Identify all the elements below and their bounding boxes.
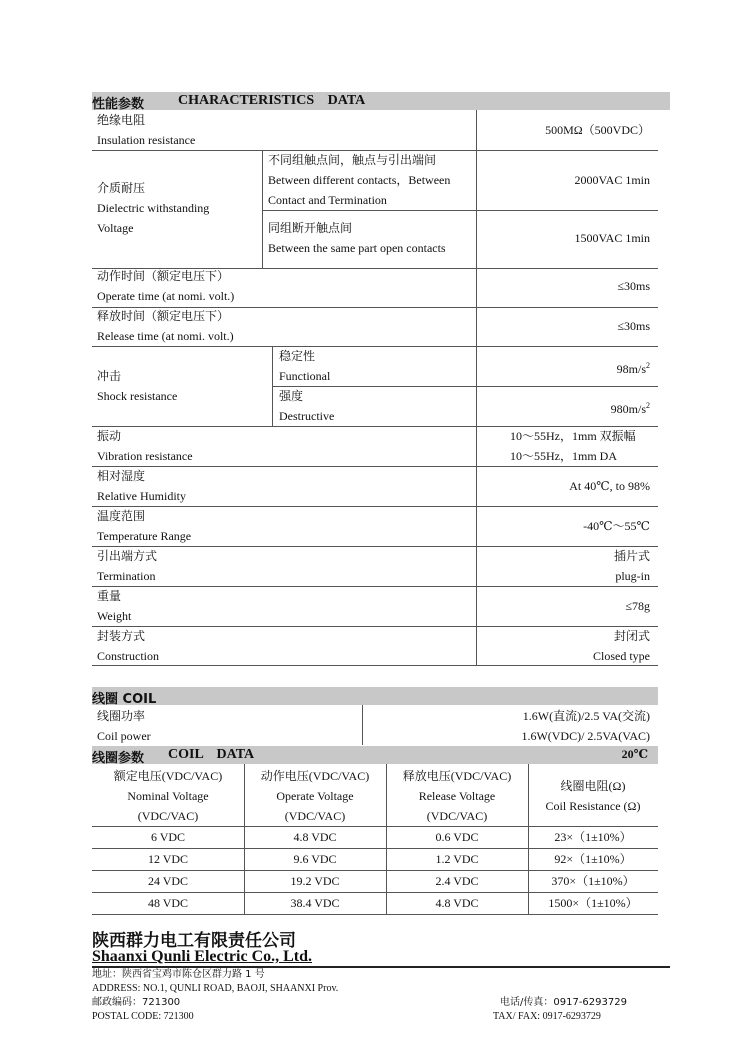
col-header-nominal-unit: (VDC/VAC): [137, 809, 199, 823]
col-header-operate-en: Operate Voltage: [276, 789, 354, 803]
insulation-value: 500MΩ（500VDC）: [545, 123, 650, 137]
shock-label-cn: 冲击: [97, 369, 122, 383]
coil-data-temp: 20℃: [621, 747, 648, 761]
weight-value: ≤78g: [625, 599, 650, 613]
coil-data-heading-cn: 线圈参数: [92, 751, 145, 766]
col-header-operate-unit: (VDC/VAC): [284, 809, 346, 823]
col-header-nominal-cn: 额定电压(VDC/VAC): [113, 769, 223, 783]
table-cell: 6 VDC: [150, 830, 186, 844]
table-cell: 48 VDC: [147, 896, 189, 910]
termination-label-en: Termination: [97, 569, 156, 583]
shock-destructive-en: Destructive: [279, 409, 335, 423]
release-label-cn: 释放时间（额定电压下）: [97, 309, 230, 323]
postal-code-en: POSTAL CODE: 721300: [92, 1011, 194, 1022]
vibration-label-cn: 振动: [97, 429, 122, 443]
dielectric-label-en1: Dielectric withstanding: [97, 201, 210, 215]
table-cell: 12 VDC: [147, 852, 189, 866]
shock-functional-cn: 稳定性: [279, 349, 316, 363]
temperature-label-en: Temperature Range: [97, 529, 192, 543]
release-label-en: Release time (at nomi. volt.): [97, 329, 234, 343]
shock-label-en: Shock resistance: [97, 389, 178, 403]
table-cell: 0.6 VDC: [435, 830, 479, 844]
table-cell: 19.2 VDC: [290, 874, 340, 888]
postal-code-cn: 邮政编码：721300: [92, 997, 181, 1008]
construction-value-cn: 封闭式: [613, 629, 650, 643]
table-cell: 1500×（1±10%）: [548, 896, 638, 910]
dielectric-diff-en1: Between different contacts，Between: [268, 173, 451, 187]
table-cell: 1.2 VDC: [435, 852, 479, 866]
dielectric-diff-en2: Contact and Termination: [268, 193, 387, 207]
col-header-release-en: Release Voltage: [418, 789, 496, 803]
phone-fax-cn: 电话/传真：0917-6293729: [500, 997, 627, 1008]
coil-header: [92, 687, 658, 705]
table-cell: 38.4 VDC: [290, 896, 340, 910]
construction-value-en: Closed type: [593, 649, 650, 663]
company-name-en: Shaanxi Qunli Electric Co., Ltd.: [92, 948, 313, 965]
coil-power-label-en: Coil power: [97, 729, 151, 743]
humidity-value: At 40℃, to 98%: [569, 479, 650, 493]
coil-power-value-cn: 1.6W(直流)/2.5 VA(交流): [522, 709, 650, 723]
table-cell: 23×（1±10%）: [554, 830, 632, 844]
coil-data-header: [92, 746, 658, 764]
dielectric-diff-cn: 不同组触点间，触点与引出端间: [268, 153, 437, 167]
col-header-resistance-cn: 线圈电阻(Ω): [560, 779, 626, 793]
shock-functional-en: Functional: [279, 369, 331, 383]
characteristics-header: [92, 92, 670, 110]
col-header-resistance-en: Coil Resistance (Ω): [545, 799, 641, 813]
operate-label-cn: 动作时间（额定电压下）: [97, 269, 230, 283]
table-cell: 2.4 VDC: [435, 874, 479, 888]
col-header-operate-cn: 动作电压(VDC/VAC): [260, 769, 370, 783]
dielectric-same-value: 1500VAC 1min: [574, 231, 650, 245]
table-cell: 24 VDC: [147, 874, 189, 888]
dielectric-label-cn: 介质耐压: [97, 181, 146, 195]
col-header-release-unit: (VDC/VAC): [426, 809, 488, 823]
characteristics-heading-en: CHARACTERISTICS DATA: [178, 93, 366, 108]
col-header-nominal-en: Nominal Voltage: [127, 789, 209, 803]
construction-label-en: Construction: [97, 649, 159, 663]
coil-heading: 线圈 COIL: [92, 692, 157, 707]
coil-data-heading-en: COIL DATA: [168, 747, 255, 762]
address-en: ADDRESS: NO.1, QUNLI ROAD, BAOJI, SHAANXI Prov.: [92, 983, 339, 994]
release-value: ≤30ms: [617, 319, 650, 333]
insulation-label-en: Insulation resistance: [97, 133, 196, 147]
humidity-label-cn: 相对湿度: [97, 469, 146, 483]
company-name-cn: 陕西群力电工有限责任公司: [92, 931, 296, 951]
vibration-value-cn: 10～55Hz，1mm 双振幅: [510, 429, 636, 443]
coil-power-label-cn: 线圈功率: [97, 709, 146, 723]
weight-label-en: Weight: [97, 609, 132, 623]
characteristics-heading-cn: 性能参数: [92, 97, 145, 112]
humidity-label-en: Relative Humidity: [97, 489, 186, 503]
temperature-value: -40℃～55℃: [583, 519, 650, 533]
table-cell: 92×（1±10%）: [554, 852, 632, 866]
insulation-label-cn: 绝缘电阻: [97, 113, 146, 127]
termination-value-cn: 插片式: [613, 549, 650, 563]
dielectric-same-en: Between the same part open contacts: [268, 241, 446, 255]
table-cell: 370×（1±10%）: [551, 874, 635, 888]
vibration-label-en: Vibration resistance: [97, 449, 193, 463]
temperature-label-cn: 温度范围: [97, 509, 146, 523]
operate-label-en: Operate time (at nomi. volt.): [97, 289, 235, 303]
shock-destructive-cn: 强度: [279, 389, 304, 403]
shock-destructive-value: $980m/s^2$: [610, 401, 650, 416]
dielectric-diff-value: 2000VAC 1min: [574, 173, 650, 187]
shock-functional-value: $98m/s^2$: [616, 361, 650, 376]
col-header-release-cn: 释放电压(VDC/VAC): [402, 769, 512, 783]
coil-power-value-en: 1.6W(VDC)/ 2.5VA(VAC): [521, 729, 650, 743]
phone-fax-en: TAX/ FAX: 0917-6293729: [493, 1011, 601, 1022]
dielectric-label-en2: Voltage: [97, 221, 134, 235]
table-cell: 4.8 VDC: [435, 896, 479, 910]
vibration-value-en: 10～55Hz，1mm DA: [510, 449, 617, 463]
construction-label-cn: 封装方式: [97, 629, 146, 643]
termination-label-cn: 引出端方式: [97, 549, 158, 563]
table-cell: 4.8 VDC: [293, 830, 337, 844]
weight-label-cn: 重量: [97, 589, 122, 603]
termination-value-en: plug-in: [615, 569, 650, 583]
dielectric-same-cn: 同组断开触点间: [268, 221, 353, 235]
address-cn: 地址：陕西省宝鸡市陈仓区群力路 1 号: [92, 969, 265, 980]
table-cell: 9.6 VDC: [293, 852, 337, 866]
operate-value: ≤30ms: [617, 279, 650, 293]
